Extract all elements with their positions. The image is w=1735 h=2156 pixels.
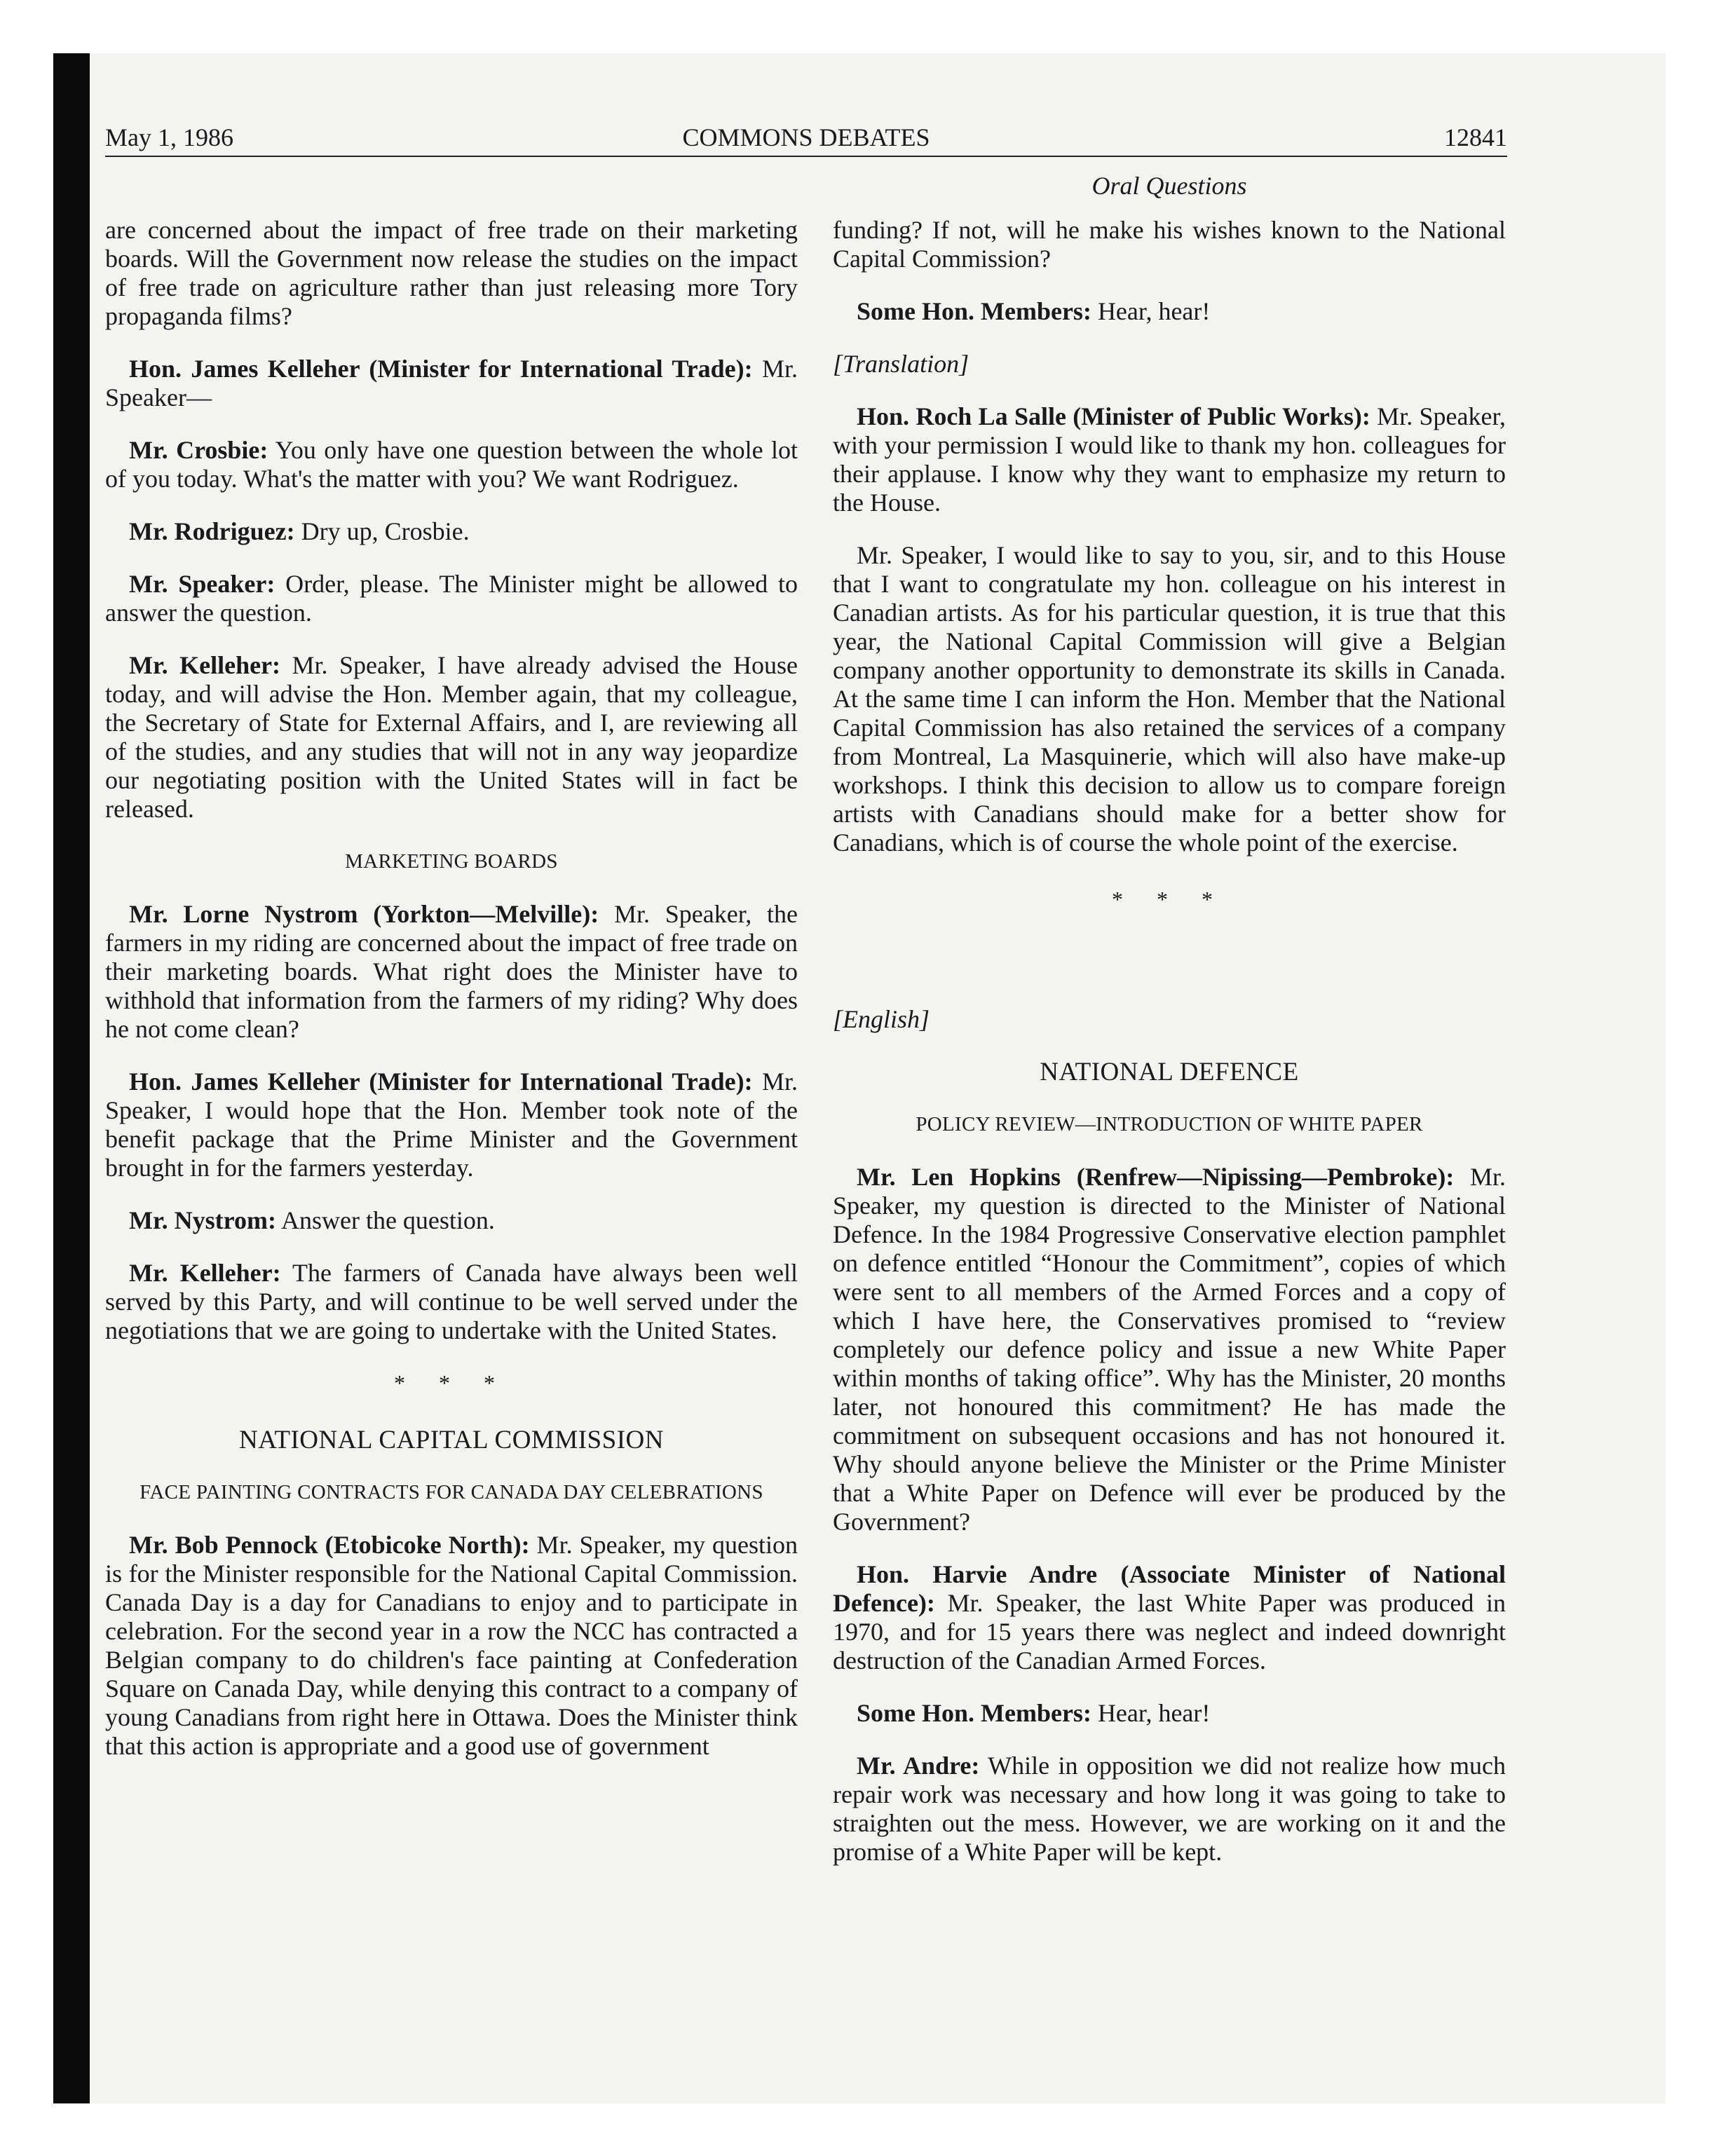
running-head (105, 123, 1507, 165)
left-column (105, 216, 798, 1785)
speech-text: Mr. Speaker, the last White Paper was produced in 1970, and for 15 years there was neglect and indeed downright destruction of the Canadian Armed Forces. (833, 1589, 1506, 1674)
paragraph (833, 1560, 1506, 1675)
language-tag-translation: [Translation] (833, 350, 969, 378)
speech-text: While in opposition we did not realize how much repair work was necessary and how long it was going to take to straighten out the mess. However, we are working on it and the promise of a White Paper will be kept. (833, 1752, 1506, 1866)
speech-text: Mr. Speaker, the farmers in my riding are concerned about the impact of free trade on their marketing boards. What right does the Minister have to withhold that information from the farmers of my riding? Why does he not come clean? (105, 900, 798, 1043)
paragraph (833, 402, 1506, 517)
paragraph (833, 297, 1506, 326)
speaker-name: Hon. Harvie Andre (Associate Minister of National Defence): (833, 1560, 1506, 1617)
speech-text: You only have one question between the whole lot of you today. What's the matter with you? We want Rodriguez. (105, 436, 798, 493)
paragraph (105, 436, 798, 493)
subheading-policy-review: POLICY REVIEW—INTRODUCTION OF WHITE PAPER (916, 1113, 1423, 1135)
speaker-name: Mr. Andre: (857, 1752, 980, 1780)
speech-text: Mr. Speaker, my question is for the Minister responsible for the National Capital Commission. Canada Day is a day for Canadians to enjoy and to participate in celebration. For the second year in a row the NCC has contracted a Belgian company to do children's face painting at Confederation Square on Canada Day, while denying this contract to a company of young Canadians from right here in Ottawa. Does the Minister think that this action is appropriate and a good use of government (105, 1531, 798, 1760)
speech-text: Order, please. The Minister might be allowed to answer the question. (105, 570, 798, 627)
paragraph (833, 1752, 1506, 1867)
right-column (833, 216, 1506, 1890)
paragraph (105, 570, 798, 627)
paragraph (833, 1699, 1506, 1728)
paragraph (105, 1067, 798, 1182)
subheading-marketing-boards: MARKETING BOARDS (345, 850, 558, 873)
speaker-name: Mr. Bob Pennock (Etobicoke North): (129, 1531, 530, 1559)
speaker-name: Mr. Kelleher: (129, 651, 281, 679)
speaker-name: Mr. Speaker: (129, 570, 275, 598)
header-rule (105, 156, 1507, 157)
speech-text: The farmers of Canada have always been well served by this Party, and will continue to be well served under the negotiations that we are going to undertake with the United States. (105, 1259, 798, 1344)
speech-text: Dry up, Crosbie. (294, 517, 470, 545)
language-tag-english: [English] (833, 1005, 930, 1033)
speaker-name: Hon. James Kelleher (Minister for International Trade): (129, 1067, 753, 1096)
speech-text: Mr. Speaker, my question is directed to the Minister of National Defence. In the 1984 Progressive Conservative election pamphlet on defence entitled “Honour the Commitment”, copies of which were sent to all members of the Armed Forces and a copy of which I have here, the Conservatives promised to “review completely our defence policy and issue a new White Paper within months of taking office”. Why has the Minister, 20 months later, not honoured this commitment? He has made the commitment on subsequent occasions and has not honoured it. Why should anyone believe the Minister or the Prime Minister that a White Paper on Defence will ever be produced by the Government? (833, 1163, 1506, 1536)
speaker-name: Mr. Nystrom: (129, 1206, 276, 1234)
speaker-name: Mr. Crosbie: (129, 436, 268, 464)
paragraph (105, 1206, 798, 1235)
speech-text: Mr. Speaker, with your permission I would like to thank my hon. colleagues for their applause. I know why they want to emphasize my return to the House. (833, 402, 1506, 517)
paragraph (833, 1163, 1506, 1536)
speaker-name: Mr. Kelleher: (129, 1259, 281, 1287)
speech-text: Hear, hear! (1091, 297, 1211, 325)
header-date: May 1, 1986 (105, 123, 233, 151)
speech-text: Hear, hear! (1091, 1699, 1211, 1727)
speaker-name: Mr. Len Hopkins (Renfrew—Nipissing—Pembroke): (857, 1163, 1455, 1191)
paragraph (105, 517, 798, 546)
subheading-face-painting: FACE PAINTING CONTRACTS FOR CANADA DAY CELEBRATIONS (140, 1481, 763, 1503)
speaker-name: Some Hon. Members: (857, 297, 1091, 325)
paragraph (105, 1259, 798, 1345)
paragraph: funding? If not, will he make his wishes known to the National Capital Commission? (833, 216, 1506, 273)
speech-text: Mr. Speaker, I would hope that the Hon. Member took note of the benefit package that the Prime Minister and the Government brought in for the farmers yesterday. (105, 1067, 798, 1182)
speech-text: Mr. Speaker, I have already advised the House today, and will advise the Hon. Member again, that my colleague, the Secretary of State for External Affairs, and I, are reviewing all of the studies, and any studies that will not in any way jeopardize our negotiating position with the United States will in fact be released. (105, 651, 798, 823)
section-marker: Oral Questions (1091, 172, 1247, 200)
paragraph: Mr. Speaker, I would like to say to you, sir, and to this House that I want to congratulate my hon. colleague on his interest in Canadian artists. As for his particular question, it is true that this year, the National Capital Commission will give a Belgian company another opportunity to demonstrate its skills in Canada. At the same time I can inform the Hon. Member that the National Capital Commission has also retained the services of a company from Montreal, La Masquinerie, which will also have make-up workshops. I think this decision to allow us to compare foreign artists with Canadians should make for a better show for Canadians, which is of course the whole point of the exercise. (833, 541, 1506, 857)
paragraph (105, 1531, 798, 1761)
paragraph (105, 355, 798, 412)
speaker-name: Mr. Rodriguez: (129, 517, 295, 545)
header-title: COMMONS DEBATES (682, 123, 930, 151)
section-break-stars: * * * (394, 1370, 509, 1396)
speech-text: Mr. Speaker— (105, 355, 798, 411)
heading-national-capital-commission: NATIONAL CAPITAL COMMISSION (239, 1426, 664, 1454)
page-number: 12841 (1444, 123, 1507, 151)
speaker-name: Hon. Roch La Salle (Minister of Public Works): (857, 402, 1370, 430)
section-break-stars: * * * (1112, 887, 1227, 912)
scan-spine-edge (53, 53, 90, 2103)
speech-text: Answer the question. (275, 1206, 495, 1234)
speaker-name: Some Hon. Members: (857, 1699, 1091, 1727)
heading-national-defence: NATIONAL DEFENCE (1040, 1058, 1299, 1086)
paragraph: are concerned about the impact of free trade on their marketing boards. Will the Government now release the studies on the impact of free trade on agriculture rather than just releasing more Tory propaganda films? (105, 216, 798, 330)
paragraph (105, 900, 798, 1044)
speaker-name: Mr. Lorne Nystrom (Yorkton—Melville): (129, 900, 599, 928)
speaker-name: Hon. James Kelleher (Minister for International Trade): (129, 355, 753, 383)
paragraph (105, 651, 798, 824)
